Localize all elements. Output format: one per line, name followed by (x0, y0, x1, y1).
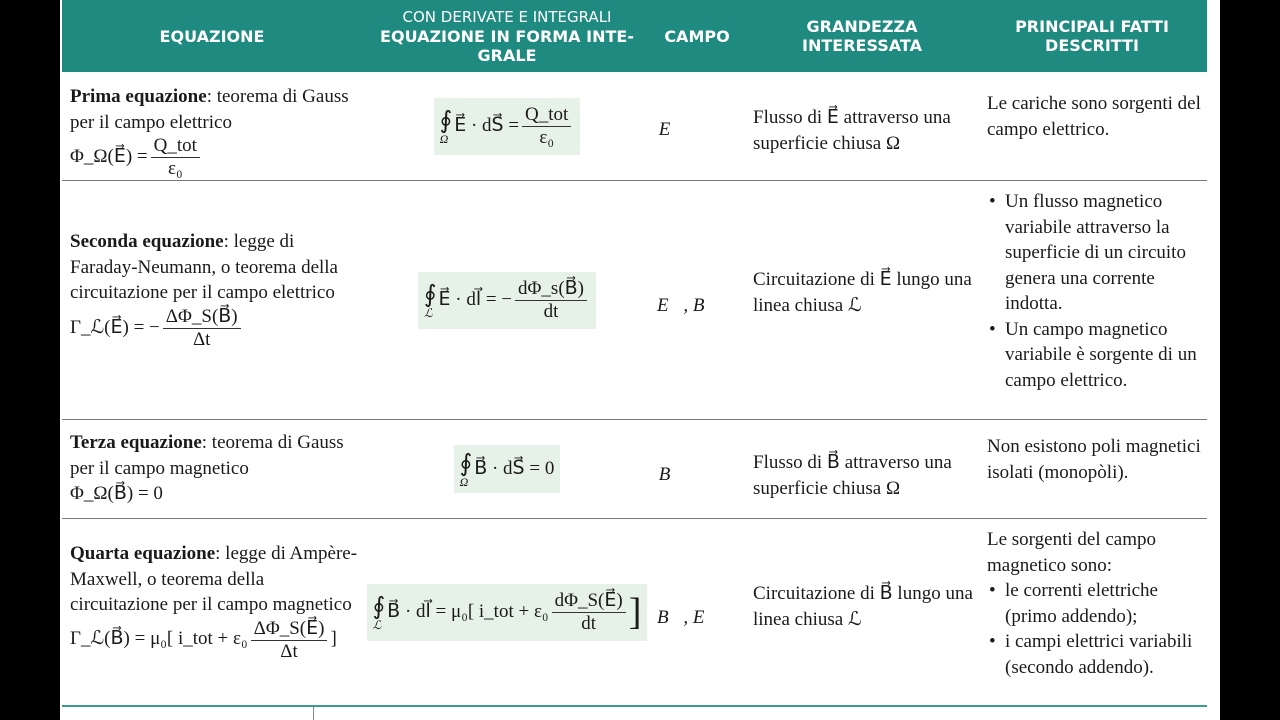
table-row (62, 519, 1207, 705)
integral-domain: ℒ (423, 306, 433, 320)
campo-value: E⃗, B⃗ (657, 295, 720, 316)
header-campo (652, 0, 742, 72)
integral-domain: Ω (459, 475, 469, 489)
header-label: INTERESSATA (802, 36, 922, 55)
equation-desc: : legge di Faraday-Neumann, o teorema della circuitazione per il campo elettrico (70, 231, 338, 303)
integral-domain: ℒ (372, 618, 382, 632)
fraction-numerator: Q_tot (151, 135, 200, 158)
header-label: EQUAZIONE IN FORMA INTE- (380, 26, 634, 46)
column-divider (313, 707, 314, 720)
formula: Φ_Ω(B⃗) = 0 (70, 483, 163, 504)
fraction-denominator: dt (581, 612, 597, 634)
equation-cell (70, 430, 360, 507)
equation-cell (70, 84, 360, 180)
integral-cell (362, 72, 652, 180)
fatti-bullet: • le correnti elettriche (primo addendo); (1005, 578, 1207, 629)
header-label: DESCRITTI (1045, 36, 1139, 55)
header-label: CAMPO (664, 26, 730, 46)
fatti-bullet: • Un flusso magnetico variabile attraverso la superficie di un circuito genera una corrente indotta. (1005, 189, 1207, 317)
equation-cell (70, 229, 360, 351)
header-label: PRINCIPALI FATTI (1015, 17, 1169, 36)
header-label: GRALE (477, 45, 537, 65)
grandezza-value: Flusso di E⃗ attraverso una superficie chiusa Ω (753, 107, 951, 154)
equation-title: Terza equazione (70, 432, 202, 453)
integral-formula: ∮ Ω B⃗ · dS⃗ = 0 (454, 445, 561, 493)
fatti-intro: Le sorgenti del campo magnetico sono: (987, 529, 1157, 576)
fraction-denominator: ε₀ (167, 158, 183, 179)
fraction-denominator: Δt (192, 328, 211, 350)
formula-body: B⃗ · dl⃗ = μ₀[ i_tot + ε₀ (387, 601, 549, 623)
fraction-numerator: Q_tot (522, 104, 571, 127)
integral-domain: Ω (439, 132, 449, 146)
table-header (62, 0, 1207, 72)
equation-desc: : legge di Ampère-Maxwell, o teorema della circuitazione per il campo magnetico (70, 543, 358, 615)
bracket: ] (628, 591, 642, 633)
fraction-denominator: dt (543, 300, 559, 322)
fatti-value (987, 527, 1207, 680)
fatti-bullet: • i campi elettrici variabili (secondo addendo). (1005, 629, 1207, 680)
header-label: CON DERIVATE E INTEGRALI (402, 7, 612, 26)
formula-body: E⃗ · dS⃗ = (454, 115, 520, 137)
equation-title: Prima equazione (70, 86, 207, 107)
integral-formula: ∮ ℒ E⃗ · dl⃗ = − $\frac{d\Phi\_s(B⃗)}{dt}$ (418, 272, 596, 329)
fatti-value: Le cariche sono sorgenti del campo elettrico. (987, 93, 1201, 140)
grandezza-value: Flusso di B⃗ attraverso una superficie chiusa Ω (753, 452, 952, 499)
bracket: ] (330, 628, 337, 650)
fatti-bullet: • Un campo magnetico variabile è sorgente di un campo elettrico. (1005, 317, 1207, 394)
campo-value: B⃗, E⃗ (657, 607, 720, 628)
fatti-value (987, 189, 1207, 393)
header-fatti (982, 0, 1202, 72)
integral-cell (362, 519, 652, 705)
fraction-denominator: Δt (280, 640, 298, 662)
integral-formula: ∮ ℒ B⃗ · dl⃗ = μ₀[ i_tot + ε₀ $\frac{d\Phi\_S(E⃗)}{dt}$ ] (367, 584, 648, 641)
fraction-numerator: dΦ_S(E⃗) (552, 590, 626, 613)
formula-body: B⃗ · dS⃗ = 0 (474, 458, 555, 480)
formula: Γ_ℒ(E⃗) = − (70, 316, 160, 338)
equation-title: Seconda equazione (70, 231, 224, 252)
table-row (62, 72, 1207, 181)
fatti-value: Non esistono poli magnetici isolati (monopòli). (987, 436, 1201, 483)
campo-value: B⃗ (658, 464, 686, 485)
equation-cell (70, 541, 360, 663)
table-row (62, 181, 1207, 420)
grandezza-value: Circuitazione di B⃗ lungo una linea chiusa ℒ (753, 583, 973, 630)
header-forma-integrale (362, 0, 652, 72)
formula-body: E⃗ · dl⃗ = − (438, 289, 513, 311)
integral-formula: ∮ Ω E⃗ · dS⃗ = $\frac{\text{Q\_tot}}{\text{ε₀}}$ (434, 98, 581, 155)
campo-value: E⃗ (658, 119, 686, 140)
integral-cell (362, 420, 652, 518)
formula: Φ_Ω(E⃗) = (70, 145, 148, 167)
fraction-denominator: ε₀ (539, 126, 554, 148)
fraction-numerator: ΔΦ_S(E⃗) (251, 618, 328, 641)
equation-desc: : teorema di Gauss per il campo magnetico (70, 432, 344, 479)
equation-title: Quarta equazione (70, 543, 216, 564)
fraction-numerator: ΔΦ_S(B⃗) (163, 306, 241, 329)
header-label: EQUAZIONE (159, 26, 265, 46)
fraction-numerator: dΦ_s(B⃗) (515, 278, 587, 301)
header-equazione (122, 0, 302, 72)
header-label: GRANDEZZA (806, 17, 918, 36)
equation-desc: : teorema di Gauss per il campo elettrico (70, 86, 349, 133)
table-row (62, 420, 1207, 519)
grandezza-value: Circuitazione di E⃗ lungo una linea chiusa ℒ (753, 269, 972, 316)
integral-cell (362, 181, 652, 419)
document-page (60, 0, 1220, 720)
formula: Γ_ℒ(B⃗) = μ₀[ i_tot + ε₀ (70, 628, 248, 650)
table-bottom-rule (62, 705, 1207, 707)
header-grandezza (752, 0, 972, 72)
